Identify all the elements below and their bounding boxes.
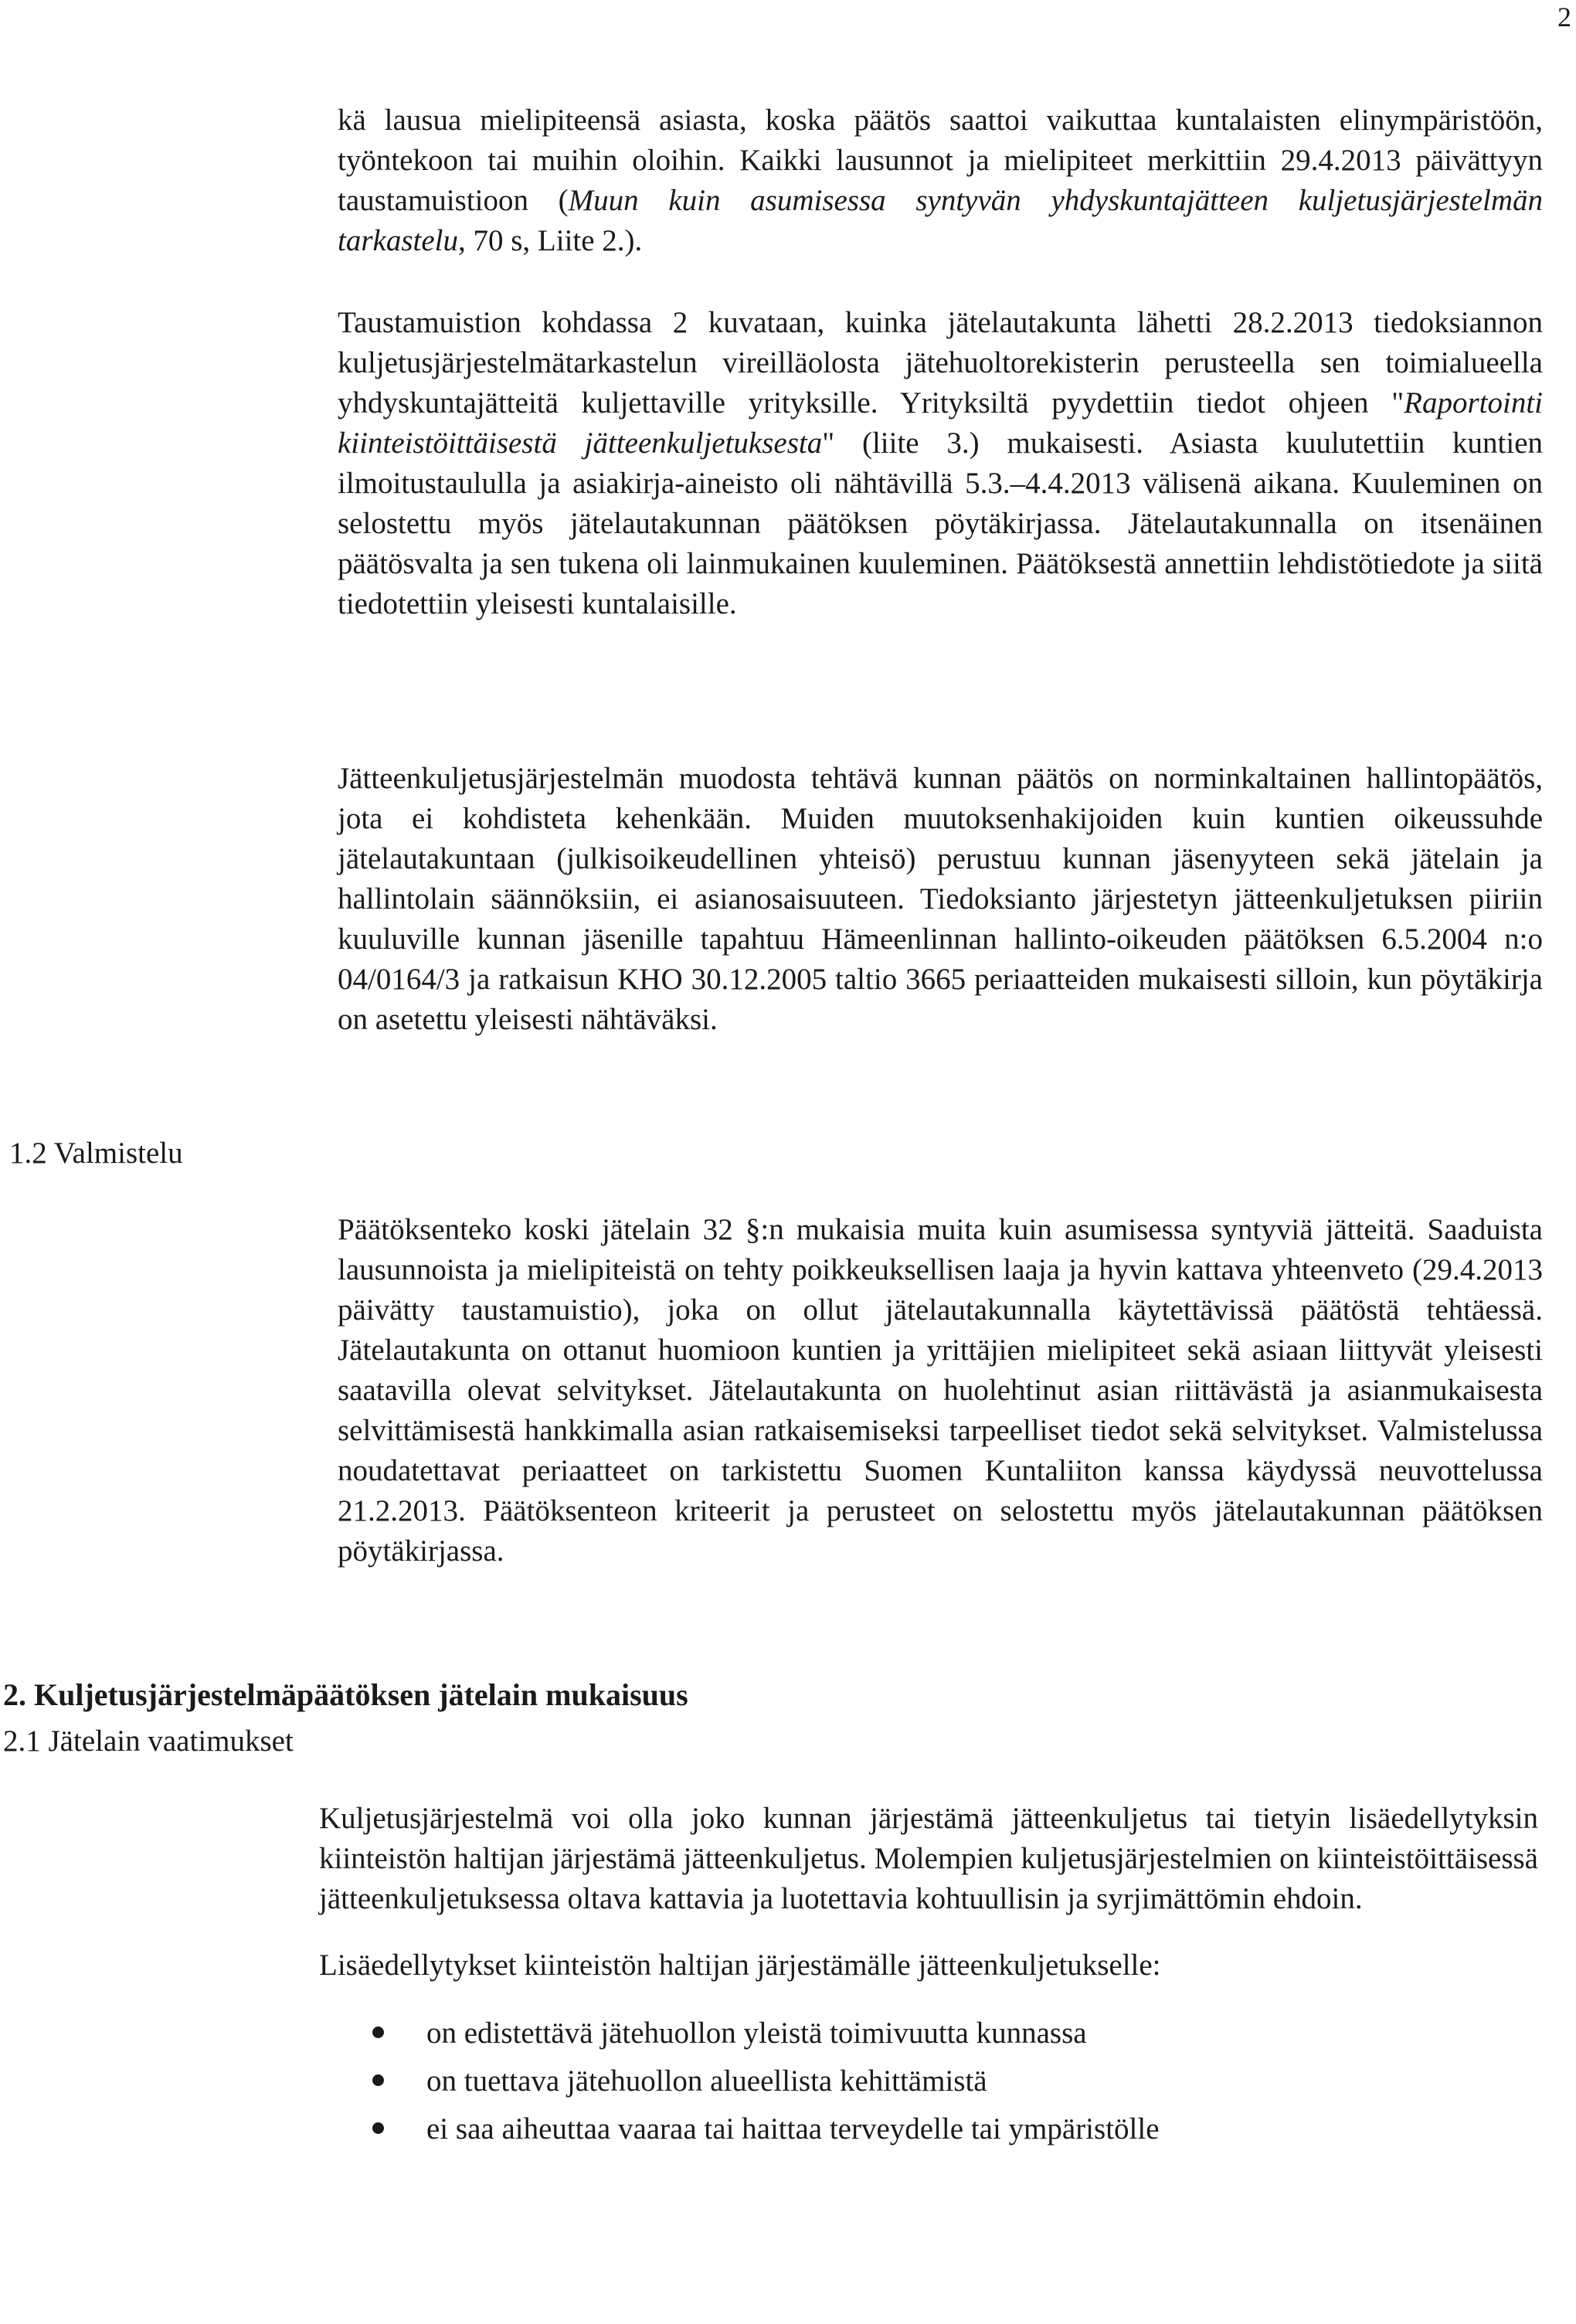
section-heading-2: 2. Kuljetusjärjestelmäpäätöksen jätelain mukaisuus xyxy=(3,1677,688,1712)
paragraph-consultation-italic: Muun kuin asumisessa syntyvän yhdyskuntajätteen kuljetusjärjestelmän tarkastelu xyxy=(338,184,1543,257)
paragraph-memo-italic: Raportointi kiinteistöittäisestä jätteenkuljetuksesta xyxy=(338,386,1543,460)
list-item-text: ei saa aiheuttaa vaaraa tai haittaa terveydelle tai ympäristölle xyxy=(426,2112,1160,2146)
paragraph-valmistelu: Päätöksenteko koski jätelain 32 §:n mukaisia muita kuin asumisessa syntyviä jätteitä. Saaduista lausunnoista ja mielipiteistä on tehty poikkeuksellisen laaja ja hyvin kattava yhteenveto (29.4.2013 päivätty taustamuistio), joka on ollut jätelautakunnalla käytettävissä päätöstä tehtäessä. Jätelautakunta on ottanut huomioon kuntien ja yrittäjien mielipiteet sekä asiaan liittyvät yleisesti saatavilla olevat selvitykset. Jätelautakunta on huolehtinut asian riittävästä ja asianmukaisesta selvittämisestä hankkimalla asian ratkaisemiseksi tarpeelliset tiedot sekä selvitykset. Valmistelussa noudatettavat periaatteet on tarkistettu Suomen Kuntaliiton kanssa käydyssä neuvottelussa 21.2.2013. Päätöksenteon kriteerit ja perusteet on selostettu myös jätelautakunnan päätöksen pöytäkirjassa. xyxy=(338,1213,1543,1568)
page-number: 2 xyxy=(1557,2,1571,32)
list-item xyxy=(371,2109,1530,2157)
list-item-text: on edistettävä jätehuollon yleistä toimivuutta kunnassa xyxy=(426,2017,1087,2050)
paragraph-administrative-decision: Jätteenkuljetusjärjestelmän muodosta tehtävä kunnan päätös on norminkaltainen hallintopäätös, jota ei kohdisteta kehenkään. Muiden muutoksenhakijoiden kuin kuntien oikeussuhde jätelautakuntaan (julkisoikeudellinen yhteisö) perustuu kunnan jäsenyyteen sekä jätelain ja hallintolain säännöksiin, ei asianosaisuuteen. Tiedoksianto järjestetyn jätteenkuljetuksen piiriin kuuluville kunnan jäsenille tapahtuu Hämeenlinnan hallinto-oikeuden päätöksen 6.5.2004 n:o 04/0164/3 ja ratkaisun KHO 30.12.2005 taltio 3665 periaatteiden mukaisesti silloin, kun pöytäkirja on asetettu yleisesti nähtäväksi. xyxy=(338,762,1543,1036)
paragraph-consultation-text-b: , 70 s, Liite 2.). xyxy=(457,224,643,257)
bullet-icon xyxy=(372,2122,384,2134)
section-heading-valmistelu: 1.2 Valmistelu xyxy=(9,1137,183,1170)
paragraph-memo-text-b: " (liite 3.) mukaisesti. Asiasta kuulutettiin kuntien ilmoitustaululla ja asiakirja-aineisto oli nähtävillä 5.3.–4.4.2013 välisenä aikana. Kuuleminen on selostettu myös jätelautakunnan päätöksen pöytäkirjassa. Jätelautakunnalla on itsenäinen päätösvalta ja sen tukena oli lainmukainen kuuleminen. Päätöksestä annettiin lehdistötiedote ja siitä tiedotettiin yleisesti kuntalaisille. xyxy=(338,426,1543,620)
sub-heading-2-1: 2.1 Jätelain vaatimukset xyxy=(3,1724,294,1758)
paragraph-memo-text-a: Taustamuistion kohdassa 2 kuvataan, kuinka jätelautakunta lähetti 28.2.2013 tiedoksiannon kuljetusjärjestelmätarkastelun vireilläolosta jätehuoltorekisterin perusteella sen toimialueella yhdyskuntajätteitä kuljettaville yrityksille. Yrityksiltä pyydettiin tiedot ohjeen " xyxy=(338,306,1543,420)
paragraph-memo xyxy=(338,303,1543,624)
requirements-list xyxy=(371,2013,1530,2157)
paragraph-kuljetusjarjestelma: Kuljetusjärjestelmä voi olla joko kunnan järjestämä jätteenkuljetus tai tietyin lisäedellytyksin kiinteistön haltijan järjestämä jätteenkuljetus. Molempien kuljetusjärjestelmien on kiinteistöittäisessä jätteenkuljetuksessa oltava kattavia ja luotettavia kohtuullisin ja syrjimättömin ehdoin. xyxy=(319,1802,1538,1915)
bullet-icon xyxy=(372,2027,384,2038)
bullet-icon xyxy=(372,2074,384,2086)
paragraph-consultation xyxy=(338,100,1543,261)
list-item-text: on tuettava jätehuollon alueellista kehittämistä xyxy=(426,2064,987,2098)
list-intro: Lisäedellytykset kiinteistön haltijan järjestämälle jätteenkuljetukselle: xyxy=(319,1949,1161,1982)
list-item xyxy=(371,2013,1530,2061)
paragraph-consultation-text-a: kä lausua mielipiteensä asiasta, koska päätös saattoi vaikuttaa kuntalaisten elinympäristöön, työntekoon tai muihin oloihin. Kaikki lausunnot ja mielipiteet merkittiin 29.4.2013 päivättyyn taustamuistioon ( xyxy=(338,104,1543,217)
list-item xyxy=(371,2061,1530,2109)
